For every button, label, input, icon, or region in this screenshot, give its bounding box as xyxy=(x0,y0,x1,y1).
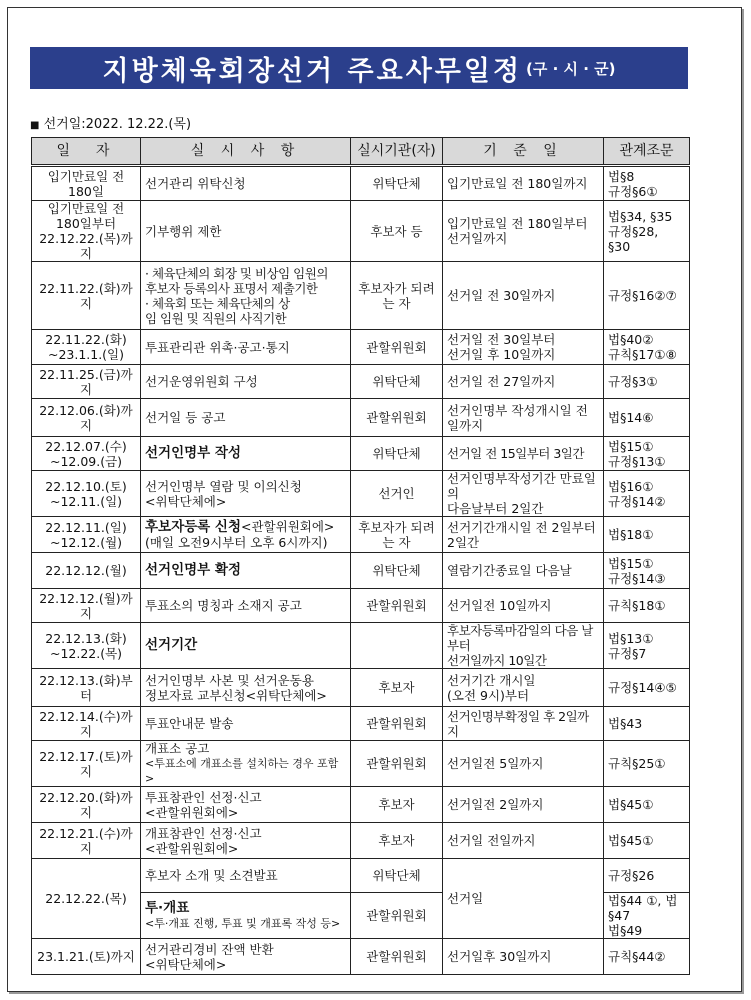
table-row xyxy=(32,707,690,741)
task-cell: 선거인명부 작성 xyxy=(141,437,351,471)
election-date xyxy=(30,113,191,132)
header-date: 일 자 xyxy=(32,138,141,166)
law-cell: 규칙§44② xyxy=(604,939,690,975)
law-cell: 법§15① 규정§14③ xyxy=(604,553,690,589)
header-task: 실 시 사 항 xyxy=(141,138,351,166)
task-cell: 선거운영위원회 구성 xyxy=(141,365,351,399)
task-cell: 투·개표 <투·개표 진행, 투표 및 개표록 작성 등> xyxy=(141,893,351,939)
table-row xyxy=(32,517,690,553)
basis-cell: 후보자등록마감일의 다음 날부터 선거일까지 10일간 xyxy=(443,623,604,669)
task-cell: 후보자등록 신청<관할위원회에> (매일 오전9시부터 오후 6시까지) xyxy=(141,517,351,553)
page-subtitle: (구 · 시 · 군) xyxy=(526,59,616,78)
table-row xyxy=(32,365,690,399)
date-cell: 22.12.13.(화) ~12.22.(목) xyxy=(32,623,141,669)
task-cell: 개표소 공고 <투표소에 개표소를 설치하는 경우 포함> xyxy=(141,741,351,787)
date-cell: 입기만료일 전 180일 xyxy=(32,166,141,201)
basis-cell: 선거일 전일까지 xyxy=(443,823,604,859)
org-cell: 위탁단체 xyxy=(351,553,443,589)
square-bullet-icon: ■ xyxy=(30,120,40,131)
task-cell: 투표참관인 선정·신고 <관할위원회에> xyxy=(141,787,351,823)
org-cell: 관할위원회 xyxy=(351,939,443,975)
table-row xyxy=(32,399,690,437)
law-cell: 법§8 규정§6① xyxy=(604,166,690,201)
date-cell: 22.12.14.(수)까지 xyxy=(32,707,141,741)
table-row xyxy=(32,669,690,707)
task-cell: 선거관리 위탁신청 xyxy=(141,166,351,201)
law-cell: 법§45① xyxy=(604,823,690,859)
date-cell: 입기만료일 전 180일부터 22.12.22.(목)까지 xyxy=(32,201,141,262)
law-cell: 규정§26 xyxy=(604,859,690,893)
table-row xyxy=(32,471,690,517)
date-cell: 22.11.25.(금)까지 xyxy=(32,365,141,399)
law-cell: 규칙§25① xyxy=(604,741,690,787)
task-cell: 선거인명부 사본 및 선거운동용 정보자료 교부신청<위탁단체에> xyxy=(141,669,351,707)
org-cell xyxy=(351,623,443,669)
org-cell: 위탁단체 xyxy=(351,437,443,471)
table-row xyxy=(32,859,690,893)
table-row xyxy=(32,589,690,623)
basis-cell: 선거일 전 30일까지 xyxy=(443,262,604,330)
basis-cell: 입기만료일 전 180일까지 xyxy=(443,166,604,201)
date-cell: 22.11.22.(화) ~23.1.1.(일) xyxy=(32,330,141,365)
basis-cell: 입기만료일 전 180일부터 선거일까지 xyxy=(443,201,604,262)
law-cell: 법§45① xyxy=(604,787,690,823)
basis-cell: 선거기간 개시일 (오전 9시)부터 xyxy=(443,669,604,707)
basis-cell: 선거일 xyxy=(443,859,604,939)
basis-cell: 선거일후 30일까지 xyxy=(443,939,604,975)
law-cell: 법§44 ①, 법 §47 법§49 xyxy=(604,893,690,939)
law-cell: 규정§3① xyxy=(604,365,690,399)
table-row xyxy=(32,330,690,365)
basis-cell: 선거일 전 30일부터 선거일 후 10일까지 xyxy=(443,330,604,365)
task-cell: 투표안내문 발송 xyxy=(141,707,351,741)
org-cell: 후보자가 되려 는 자 xyxy=(351,517,443,553)
law-cell: 법§40② 규칙§17①⑧ xyxy=(604,330,690,365)
org-cell: 후보자 등 xyxy=(351,201,443,262)
org-cell: 선거인 xyxy=(351,471,443,517)
table-row xyxy=(32,939,690,975)
basis-cell: 선거기간개시일 전 2일부터 2일간 xyxy=(443,517,604,553)
law-cell: 규정§16②⑦ xyxy=(604,262,690,330)
date-cell: 22.12.12.(월) xyxy=(32,553,141,589)
date-cell: 22.12.10.(토) ~12.11.(일) xyxy=(32,471,141,517)
task-cell: · 체육단체의 회장 및 비상임 임원의 후보자 등록의사 표명서 제출기한 · 체육회 또는 체육단체의 상 임 임원 및 직원의 사직기한 xyxy=(141,262,351,330)
org-cell: 관할위원회 xyxy=(351,741,443,787)
org-cell: 위탁단체 xyxy=(351,859,443,893)
law-cell: 법§16① 규정§14② xyxy=(604,471,690,517)
org-cell: 후보자 xyxy=(351,787,443,823)
date-cell: 22.12.20.(화)까지 xyxy=(32,787,141,823)
header-org: 실시기관(자) xyxy=(351,138,443,166)
law-cell: 규칙§18① xyxy=(604,589,690,623)
task-cell: 투표관리관 위촉·공고·통지 xyxy=(141,330,351,365)
org-cell: 후보자 xyxy=(351,823,443,859)
table-row xyxy=(32,166,690,201)
law-cell: 법§13① 규정§7 xyxy=(604,623,690,669)
date-cell: 22.12.17.(토)까지 xyxy=(32,741,141,787)
org-cell: 위탁단체 xyxy=(351,365,443,399)
date-cell: 22.11.22.(화)까지 xyxy=(32,262,141,330)
basis-cell: 선거일전 5일까지 xyxy=(443,741,604,787)
election-date-text: 선거일:2022. 12.22.(목) xyxy=(43,117,192,132)
date-cell: 22.12.07.(수) ~12.09.(금) xyxy=(32,437,141,471)
table-row xyxy=(32,553,690,589)
basis-cell: 선거일전 2일까지 xyxy=(443,787,604,823)
task-cell: 선거인명부 확정 xyxy=(141,553,351,589)
header-row xyxy=(32,138,690,166)
basis-cell: 선거인명부확정일 후 2일까지 xyxy=(443,707,604,741)
header-basis: 기 준 일 xyxy=(443,138,604,166)
basis-cell: 선거일 전 15일부터 3일간 xyxy=(443,437,604,471)
law-cell: 법§14⑥ xyxy=(604,399,690,437)
task-cell: 후보자 소개 및 소견발표 xyxy=(141,859,351,893)
date-cell: 22.12.22.(목) xyxy=(32,859,141,939)
schedule-table xyxy=(31,137,690,975)
law-cell: 법§18① xyxy=(604,517,690,553)
table-row xyxy=(32,201,690,262)
page-title: 지방체육회장선거 주요사무일정 xyxy=(102,55,523,87)
task-cell: 선거기간 xyxy=(141,623,351,669)
law-cell: 법§34, §35 규정§28, §30 xyxy=(604,201,690,262)
date-cell: 22.12.21.(수)까지 xyxy=(32,823,141,859)
law-cell: 법§43 xyxy=(604,707,690,741)
org-cell: 관할위원회 xyxy=(351,893,443,939)
table-row xyxy=(32,623,690,669)
date-cell: 22.12.06.(화)까지 xyxy=(32,399,141,437)
basis-cell: 선거일전 10일까지 xyxy=(443,589,604,623)
task-cell: 선거인명부 열람 및 이의신청 <위탁단체에> xyxy=(141,471,351,517)
basis-cell: 선거일 전 27일까지 xyxy=(443,365,604,399)
org-cell: 관할위원회 xyxy=(351,589,443,623)
title-banner xyxy=(30,47,688,89)
task-cell: 선거일 등 공고 xyxy=(141,399,351,437)
date-cell: 22.12.11.(일) ~12.12.(월) xyxy=(32,517,141,553)
task-cell: 기부행위 제한 xyxy=(141,201,351,262)
table-row xyxy=(32,823,690,859)
date-cell: 22.12.13.(화)부터 xyxy=(32,669,141,707)
org-cell: 관할위원회 xyxy=(351,330,443,365)
org-cell: 후보자 xyxy=(351,669,443,707)
table-row xyxy=(32,437,690,471)
org-cell: 후보자가 되려 는 자 xyxy=(351,262,443,330)
law-cell: 규정§14④⑤ xyxy=(604,669,690,707)
org-cell: 위탁단체 xyxy=(351,166,443,201)
task-cell: 선거관리경비 잔액 반환 <위탁단체에> xyxy=(141,939,351,975)
table-row xyxy=(32,741,690,787)
org-cell: 관할위원회 xyxy=(351,399,443,437)
basis-cell: 선거인명부 작성개시일 전 일까지 xyxy=(443,399,604,437)
header-law: 관계조문 xyxy=(604,138,690,166)
basis-cell: 열람기간종료일 다음날 xyxy=(443,553,604,589)
basis-cell: 선거인명부작성기간 만료일의 다음날부터 2일간 xyxy=(443,471,604,517)
date-cell: 22.12.12.(월)까지 xyxy=(32,589,141,623)
org-cell: 관할위원회 xyxy=(351,707,443,741)
task-cell: 투표소의 명칭과 소재지 공고 xyxy=(141,589,351,623)
table-row xyxy=(32,262,690,330)
law-cell: 법§15① 규정§13① xyxy=(604,437,690,471)
date-cell: 23.1.21.(토)까지 xyxy=(32,939,141,975)
table-row xyxy=(32,787,690,823)
task-cell: 개표참관인 선정·신고 <관할위원회에> xyxy=(141,823,351,859)
